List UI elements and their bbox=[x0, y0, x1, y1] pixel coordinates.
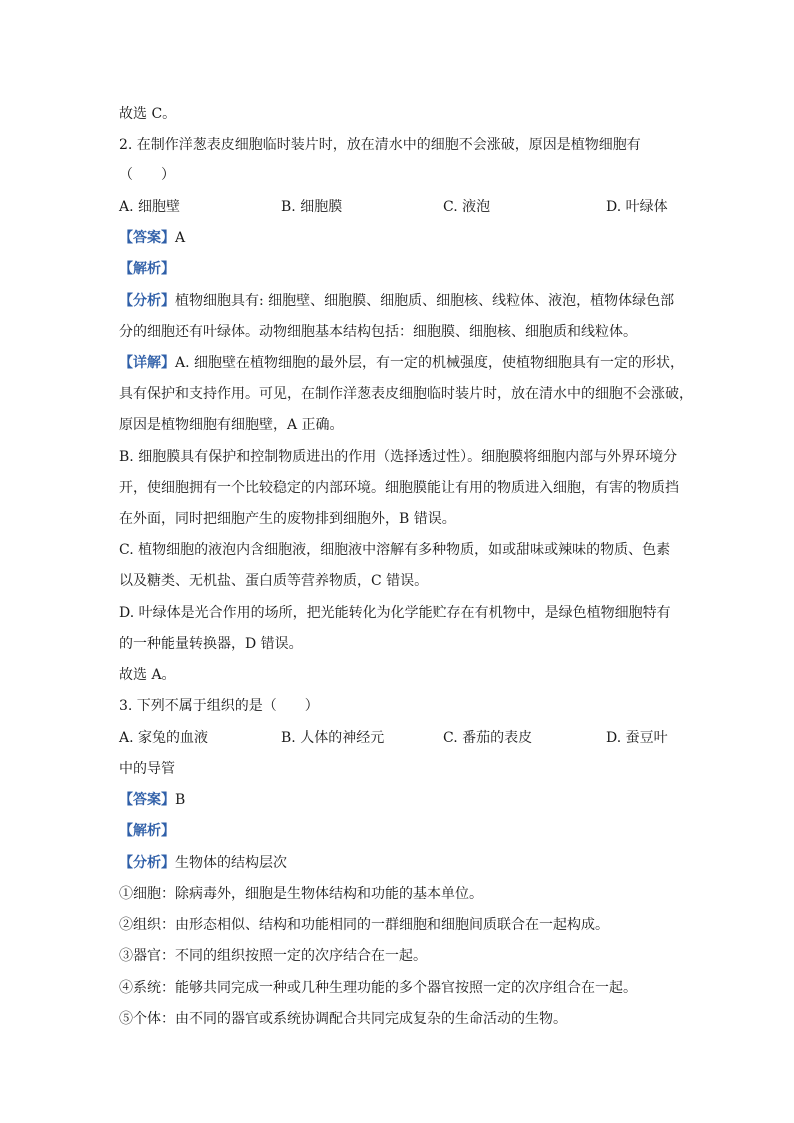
q2-xiangjie-line-5: 开，使细胞拥有一个比较稳定的内部环境。细胞膜能让有用的物质进入细胞，有害的物质挡 bbox=[119, 480, 679, 496]
q2-xiangjie-line-1 bbox=[119, 353, 684, 373]
q2-xiangjie-line-7: C. 植物细胞的液泡内含细胞液，细胞液中溶解有多种物质，如或甜味或辣味的物质、色素 bbox=[119, 542, 671, 558]
q2-xiangjie-line-8: 以及糖类、无机盐、蛋白质等营养物质，C 错误。 bbox=[119, 573, 429, 589]
q2-xiangjie-line-3: 原因是植物细胞有细胞壁，A 正确。 bbox=[119, 417, 344, 433]
q2-fenxi-line-2: 分的细胞还有叶绿体。动物细胞基本结构包括：细胞膜、细胞核、细胞质和线粒体。 bbox=[119, 324, 637, 340]
q2-answer-line bbox=[119, 228, 185, 248]
xiangjie-tag: 【详解】 bbox=[119, 355, 175, 371]
q2-xiangjie-line-2: 具有保护和支持作用。可见，在制作洋葱表皮细胞临时装片时，放在清水中的细胞不会涨破， bbox=[119, 386, 693, 402]
q3-fenxi-line bbox=[119, 853, 287, 873]
question-2-paren: （ ） bbox=[119, 167, 175, 183]
fenxi-tag: 【分析】 bbox=[119, 293, 175, 309]
q2-answer: A bbox=[175, 230, 186, 246]
q2-option-b: B. 细胞膜 bbox=[281, 199, 343, 215]
q3-point-1: ①细胞：除病毒外，细胞是生物体结构和功能的基本单位。 bbox=[119, 886, 483, 902]
q3-fenxi-text: 生物体的结构层次 bbox=[175, 855, 287, 871]
q3-point-2: ②组织：由形态相似、结构和功能相同的一群细胞和细胞间质联合在一起构成。 bbox=[119, 917, 609, 933]
q3-option-d: D. 蚕豆叶 bbox=[606, 730, 668, 746]
q3-option-d-continued: 中的导管 bbox=[119, 761, 175, 777]
fenxi-tag: 【分析】 bbox=[119, 855, 175, 871]
q2-fenxi-text-1: 植物细胞具有: 细胞壁、细胞膜、细胞质、细胞核、线粒体、液泡，植物体绿色部 bbox=[175, 293, 675, 309]
question-2-stem: 2. 在制作洋葱表皮细胞临时装片时，放在清水中的细胞不会涨破，原因是植物细胞有 bbox=[119, 137, 641, 153]
q3-option-b: B. 人体的神经元 bbox=[281, 730, 385, 746]
q2-xiangjie-line-10: 的一种能量转换器，D 错误。 bbox=[119, 636, 303, 652]
question-3-stem: 3. 下列不属于组织的是（ ） bbox=[119, 698, 319, 714]
q3-point-5: ⑤个体：由不同的器官或系统协调配合共同完成复杂的生命活动的生物。 bbox=[119, 1011, 567, 1027]
answer-tag: 【答案】 bbox=[119, 792, 175, 808]
q3-option-c: C. 番茄的表皮 bbox=[443, 730, 533, 746]
q2-option-a: A. 细胞壁 bbox=[119, 199, 181, 215]
q2-option-d: D. 叶绿体 bbox=[606, 199, 668, 215]
q3-point-3: ③器官：不同的组织按照一定的次序结合在一起。 bbox=[119, 948, 427, 964]
q3-analysis-heading: 【解析】 bbox=[119, 823, 175, 839]
answer-select-c: 故选 C。 bbox=[119, 106, 177, 122]
q3-point-4: ④系统：能够共同完成一种或几种生理功能的多个器官按照一定的次序组合在一起。 bbox=[119, 980, 637, 996]
q2-xiangjie-line-6: 在外面，同时把细胞产生的废物排到细胞外，B 错误。 bbox=[119, 511, 456, 527]
q3-answer-line bbox=[119, 790, 185, 810]
q3-option-a: A. 家兔的血液 bbox=[119, 730, 209, 746]
q2-fenxi-line-1 bbox=[119, 291, 674, 311]
q2-xiangjie-line-9: D. 叶绿体是光合作用的场所，把光能转化为化学能贮存在有机物中，是绿色植物细胞特有 bbox=[119, 605, 671, 621]
q3-answer: B bbox=[175, 792, 186, 808]
q2-xiangjie-text-1: A. 细胞壁在植物细胞的最外层，有一定的机械强度，使植物细胞具有一定的形状， bbox=[175, 355, 685, 371]
answer-tag: 【答案】 bbox=[119, 230, 175, 246]
q2-analysis-heading: 【解析】 bbox=[119, 261, 175, 277]
q2-xiangjie-line-4: B. 细胞膜具有保护和控制物质进出的作用（选择透过性）。细胞膜将细胞内部与外界环境分 bbox=[119, 449, 678, 465]
answer-select-a: 故选 A。 bbox=[119, 667, 176, 683]
q2-option-c: C. 液泡 bbox=[443, 199, 491, 215]
